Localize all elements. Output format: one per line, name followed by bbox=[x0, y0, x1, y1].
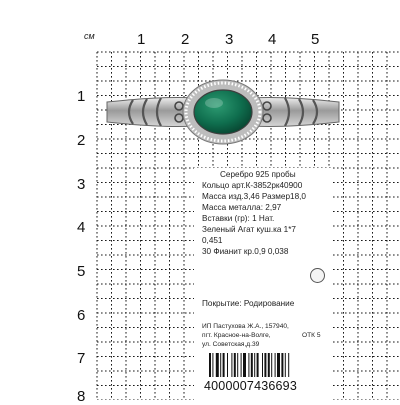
tag-seller-line: ИП Пастухова Ж.А., 157940, bbox=[202, 323, 289, 330]
barcode-bar bbox=[288, 353, 289, 377]
barcode-bar bbox=[241, 353, 242, 377]
left-number-8: 8 bbox=[77, 388, 86, 405]
tag-hole bbox=[310, 268, 325, 283]
left-number-7: 7 bbox=[77, 350, 86, 367]
silver-ring-green-agate-icon bbox=[103, 56, 343, 168]
price-tag bbox=[194, 168, 332, 400]
barcode-bar bbox=[216, 353, 219, 377]
barcode-bar bbox=[275, 353, 276, 377]
left-number-5: 5 bbox=[77, 263, 86, 280]
barcode-bar bbox=[281, 353, 283, 377]
tag-street-line: ул. Советская,д.39 bbox=[202, 341, 260, 348]
tag-agate-weight: 0,451 bbox=[202, 236, 223, 245]
barcode-bar bbox=[277, 353, 280, 377]
barcode-bar bbox=[257, 353, 259, 377]
tag-inserts-line: Вставки (гр): 1 Нат. bbox=[202, 214, 275, 223]
tag-otk-label: ОТК 5 bbox=[302, 332, 321, 339]
tag-fianit-line: 30 Фианит кр.0,9 0,038 bbox=[202, 247, 289, 256]
barcode-bar bbox=[212, 353, 213, 377]
barcode-bar bbox=[234, 353, 236, 377]
unit-label: см bbox=[84, 31, 95, 41]
barcode-bar bbox=[220, 353, 221, 377]
top-number-5: 5 bbox=[311, 31, 320, 48]
barcode-bar bbox=[209, 353, 211, 377]
top-number-2: 2 bbox=[181, 31, 190, 48]
barcode-bar bbox=[251, 353, 253, 377]
top-number-3: 3 bbox=[225, 31, 234, 48]
barcode bbox=[208, 353, 320, 377]
top-number-4: 4 bbox=[268, 31, 277, 48]
tag-metal-mass-line: Масса металла: 2,97 bbox=[202, 203, 282, 212]
barcode-bar bbox=[223, 353, 225, 377]
barcode-bar bbox=[264, 353, 266, 377]
barcode-bar bbox=[231, 353, 232, 377]
barcode-bar bbox=[262, 353, 263, 377]
barcode-bar bbox=[243, 353, 246, 377]
barcode-bar bbox=[248, 353, 249, 377]
barcode-bar bbox=[268, 353, 270, 377]
left-number-2: 2 bbox=[77, 132, 86, 149]
tag-metal-line: Серебро 925 пробы bbox=[220, 170, 296, 179]
left-number-3: 3 bbox=[77, 176, 86, 193]
tag-city-line: пгт. Красное-на-Волге, bbox=[202, 332, 271, 339]
tag-article-line: Кольцо арт.К-3852рк40900 bbox=[202, 181, 303, 190]
tag-coating-line: Покрытие: Родирование bbox=[202, 299, 295, 308]
barcode-bar bbox=[271, 353, 272, 377]
barcode-bar bbox=[227, 353, 228, 377]
tag-mass-size-line: Масса изд.3,46 Размер18,0 bbox=[202, 192, 306, 201]
top-number-1: 1 bbox=[137, 31, 146, 48]
tag-agate-line: Зеленый Агат куш.ка 1*7 bbox=[202, 225, 296, 234]
barcode-number: 4000007436693 bbox=[204, 379, 297, 393]
barcode-bar bbox=[254, 353, 255, 377]
barcode-bar bbox=[285, 353, 286, 377]
left-number-6: 6 bbox=[77, 307, 86, 324]
left-number-4: 4 bbox=[77, 219, 86, 236]
left-number-1: 1 bbox=[77, 88, 86, 105]
barcode-bar bbox=[237, 353, 238, 377]
